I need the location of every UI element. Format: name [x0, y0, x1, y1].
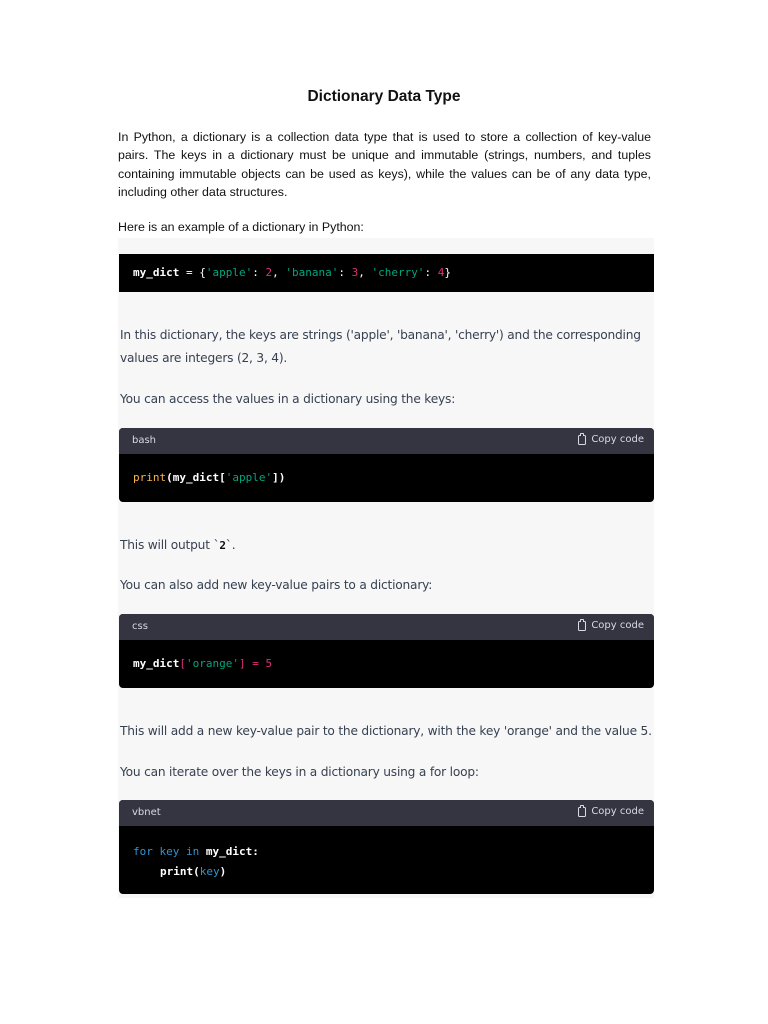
code-line: my_dict['orange'] = 5 — [133, 657, 273, 670]
code-line-1: for key in my_dict: — [133, 845, 259, 858]
output-explanation: This will output `2`. — [120, 538, 236, 552]
dict-definition-line: my_dict = {'apple': 2, 'banana': 3, 'cherry': 4} — [133, 266, 451, 279]
copy-code-button[interactable] — [578, 806, 644, 817]
code-block-iterate — [119, 800, 654, 894]
code-language-label: bash — [132, 435, 157, 446]
code-block-add — [119, 614, 654, 688]
copy-code-button[interactable] — [578, 620, 644, 631]
copy-code-label: Copy code — [591, 434, 644, 445]
copy-code-label: Copy code — [591, 806, 644, 817]
example-intro: Here is an example of a dictionary in Python: — [118, 220, 364, 234]
keys-explanation-line-1: In this dictionary, the keys are strings ('apple', 'banana', 'cherry') and the corresponding — [120, 328, 641, 342]
dict-definition-code — [119, 254, 654, 292]
add-result-explanation: This will add a new key-value pair to the dictionary, with the key 'orange' and the value 5. — [120, 724, 652, 738]
code-block-header — [119, 800, 654, 826]
code-language-label: vbnet — [132, 807, 161, 818]
copy-code-label: Copy code — [591, 620, 644, 631]
copy-code-button[interactable] — [578, 434, 644, 445]
iterate-explanation: You can iterate over the keys in a dictionary using a for loop: — [120, 765, 479, 779]
add-pairs-explanation: You can also add new key-value pairs to a dictionary: — [120, 578, 433, 592]
clipboard-icon — [578, 435, 586, 445]
embedded-chat-screenshot — [118, 238, 654, 898]
intro-paragraph: In Python, a dictionary is a collection data type that is used to store a collection of key-value pairs. The keys in a dictionary must be unique and immutable (strings, numbers, and tuples containing immutable objects can be used as keys), while the values can be of any data type, including other data structures. — [118, 130, 651, 199]
inline-code: 2 — [219, 539, 226, 552]
code-line: print(my_dict['apple']) — [133, 471, 286, 484]
document-title: Dictionary Data Type — [307, 88, 461, 105]
code-block-header — [119, 614, 654, 640]
code-line-2: print(key) — [160, 865, 227, 878]
clipboard-icon — [578, 621, 586, 631]
clipboard-icon — [578, 807, 586, 817]
keys-explanation-line-2: values are integers (2, 3, 4). — [120, 351, 288, 365]
access-explanation: You can access the values in a dictionary using the keys: — [120, 392, 456, 406]
code-language-label: css — [132, 621, 148, 632]
code-block-header — [119, 428, 654, 454]
code-block-access — [119, 428, 654, 502]
